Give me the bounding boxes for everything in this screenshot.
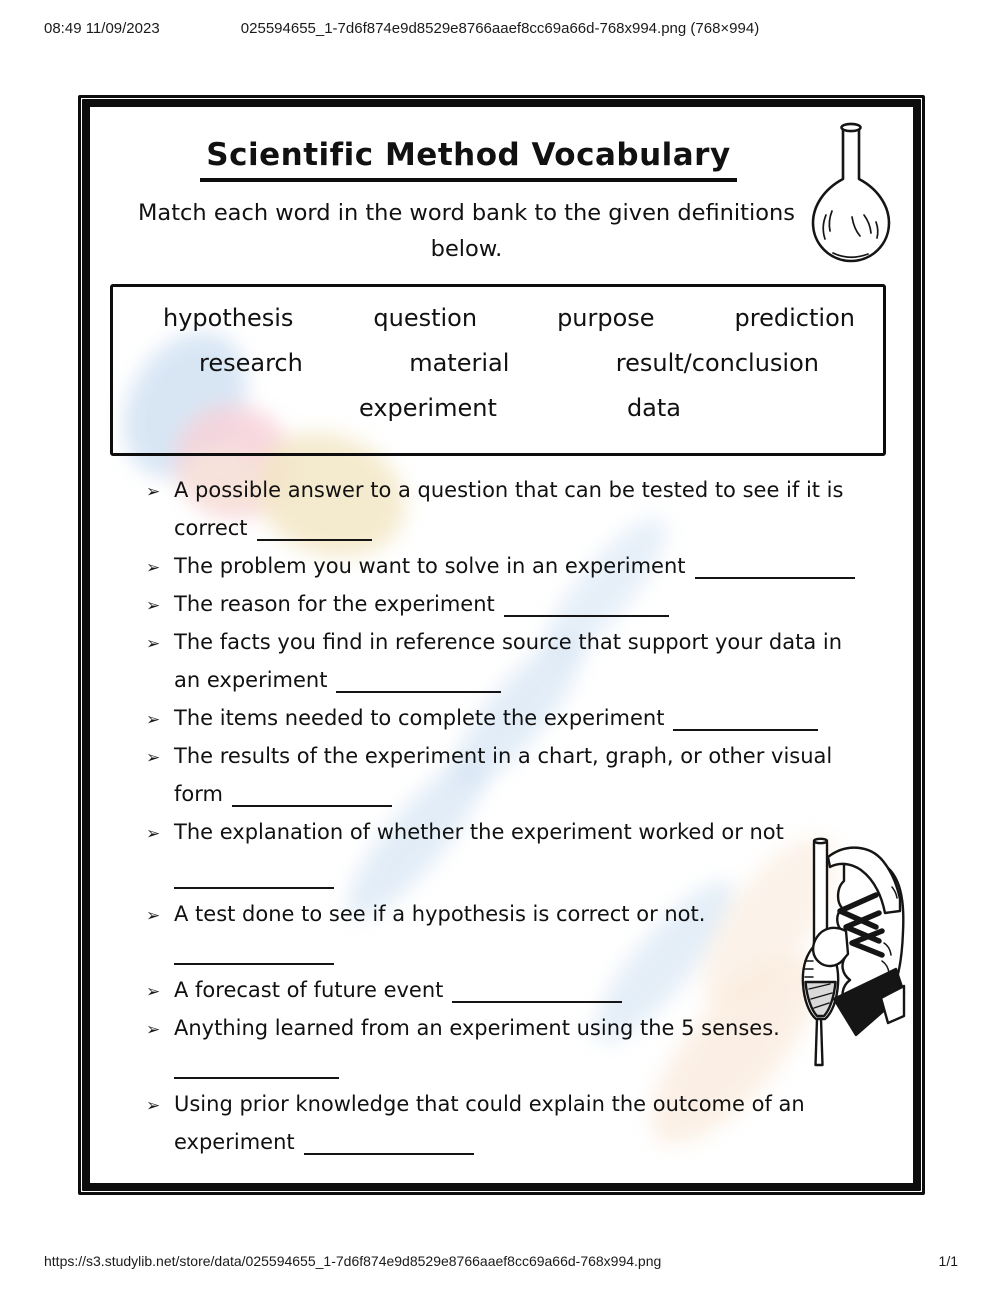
definition-item bbox=[146, 623, 896, 661]
definition-text: A forecast of future event bbox=[174, 978, 444, 1002]
definition-continuation bbox=[146, 1123, 896, 1161]
definition-text: Anything learned from an experiment using the 5 senses. bbox=[174, 1016, 780, 1040]
answer-blank bbox=[695, 553, 855, 579]
definition-text: The problem you want to solve in an experiment bbox=[174, 554, 686, 578]
definition-text: an experiment bbox=[174, 668, 328, 692]
definition-item bbox=[146, 1085, 896, 1123]
definition-item bbox=[146, 547, 896, 585]
definition-text: The items needed to complete the experiment bbox=[174, 706, 665, 730]
bullet-icon: ➢ bbox=[146, 1096, 161, 1116]
bullet-icon: ➢ bbox=[146, 748, 161, 768]
definition-item bbox=[146, 737, 896, 775]
worksheet-border bbox=[82, 99, 921, 1191]
answer-blank bbox=[257, 515, 372, 541]
bullet-icon: ➢ bbox=[146, 824, 161, 844]
definition-continuation bbox=[146, 661, 896, 699]
definition-continuation bbox=[146, 509, 896, 547]
definition-text: A possible answer to a question that can be tested to see if it is bbox=[174, 478, 844, 502]
definition-text: The facts you find in reference source that support your data in bbox=[174, 630, 843, 654]
print-footer-url: https://s3.studylib.net/store/data/025594655_1-7d6f874e9d8529e8766aaef8cc69a66d-768x994.png bbox=[44, 1253, 662, 1269]
word-bank-row bbox=[163, 304, 855, 332]
bullet-icon: ➢ bbox=[146, 596, 161, 616]
bullet-icon: ➢ bbox=[146, 1020, 161, 1040]
word-bank-word: data bbox=[626, 394, 681, 422]
hand-with-dropper-icon bbox=[784, 835, 906, 1071]
bullet-icon: ➢ bbox=[146, 482, 161, 502]
worksheet-page bbox=[78, 95, 925, 1195]
print-header-filename: 025594655_1-7d6f874e9d8529e8766aaef8cc69a66d-768x994.png (768×994) bbox=[240, 20, 760, 37]
definition-text: The reason for the experiment bbox=[174, 592, 495, 616]
print-footer-page-indicator: 1/1 bbox=[938, 1253, 958, 1269]
word-bank-word: hypothesis bbox=[163, 304, 294, 332]
definition-text: experiment bbox=[174, 1130, 295, 1154]
word-bank-word: experiment bbox=[359, 394, 497, 422]
answer-blank bbox=[673, 705, 818, 731]
definition-text: The results of the experiment in a chart, graph, or other visual bbox=[174, 744, 833, 768]
answer-blank bbox=[174, 863, 334, 889]
print-header-timestamp: 08:49 11/09/2023 bbox=[44, 20, 160, 37]
instructions-line: below. bbox=[430, 236, 503, 262]
word-bank-word: research bbox=[199, 349, 303, 377]
definition-text: correct bbox=[174, 516, 248, 540]
answer-blank bbox=[232, 781, 392, 807]
answer-blank bbox=[504, 591, 669, 617]
definition-text: A test done to see if a hypothesis is correct or not. bbox=[174, 902, 706, 926]
bullet-icon: ➢ bbox=[146, 710, 161, 730]
word-bank-word: question bbox=[373, 304, 478, 332]
answer-blank bbox=[336, 667, 501, 693]
word-bank-word: prediction bbox=[734, 304, 855, 332]
definition-continuation bbox=[146, 775, 896, 813]
answer-blank bbox=[174, 939, 334, 965]
definition-item bbox=[146, 471, 896, 509]
definition-text: The explanation of whether the experiment worked or not bbox=[174, 820, 784, 844]
word-bank-row bbox=[359, 394, 681, 422]
worksheet-title: Scientific Method Vocabulary bbox=[200, 137, 736, 182]
definition-text: form bbox=[174, 782, 223, 806]
flask-icon bbox=[808, 119, 894, 269]
bullet-icon: ➢ bbox=[146, 634, 161, 654]
answer-blank bbox=[452, 977, 622, 1003]
bullet-icon: ➢ bbox=[146, 906, 161, 926]
word-bank-word: material bbox=[409, 349, 510, 377]
answer-blank bbox=[304, 1129, 474, 1155]
word-bank-word: purpose bbox=[557, 304, 655, 332]
answer-blank bbox=[174, 1053, 339, 1079]
definition-item bbox=[146, 699, 896, 737]
word-bank-box bbox=[110, 284, 886, 456]
bullet-icon: ➢ bbox=[146, 982, 161, 1002]
instructions-line: Match each word in the word bank to the given definitions bbox=[138, 200, 795, 226]
word-bank-word: result/conclusion bbox=[615, 349, 819, 377]
bullet-icon: ➢ bbox=[146, 558, 161, 578]
definition-item bbox=[146, 585, 896, 623]
word-bank-row bbox=[199, 349, 819, 377]
worksheet-instructions bbox=[90, 195, 913, 267]
definition-text: Using prior knowledge that could explain the outcome of an bbox=[174, 1092, 805, 1116]
